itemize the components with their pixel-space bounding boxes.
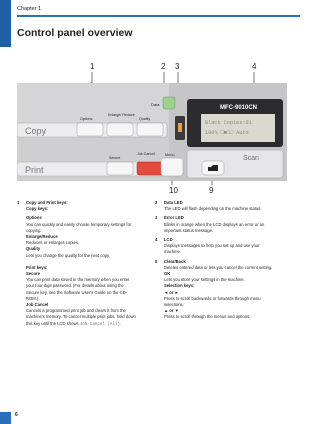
lcd-line-1: Black Copies:01 bbox=[205, 120, 252, 126]
item-5-title: Clear/Back bbox=[164, 258, 186, 264]
item-4-text: Displays messages to help you set up and use your machine. bbox=[164, 243, 260, 255]
options-button[interactable] bbox=[77, 123, 103, 136]
quality-label: Quality bbox=[139, 117, 151, 121]
item-5 bbox=[155, 259, 275, 321]
item-3-number: 3 bbox=[155, 215, 158, 221]
ok-heading: OK bbox=[164, 271, 171, 277]
selection-keys-heading: Selection keys: bbox=[164, 283, 195, 289]
page-number: 6 bbox=[15, 412, 18, 418]
item-3 bbox=[155, 215, 275, 234]
left-column bbox=[17, 200, 137, 328]
copy-keys-heading: Copy keys: bbox=[26, 206, 49, 212]
data-label: Data bbox=[151, 102, 160, 107]
model-label: MFC-9010CN bbox=[220, 105, 258, 111]
item-5-number: 5 bbox=[155, 258, 158, 264]
callout-3: 3 bbox=[175, 62, 180, 71]
ok-text: Lets you store your settings in the machine. bbox=[164, 277, 245, 283]
item-2 bbox=[155, 200, 275, 212]
callout-4: 4 bbox=[252, 62, 257, 71]
chapter-label: Chapter 1 bbox=[17, 6, 42, 12]
up-down-heading: ▲ or ▼ bbox=[164, 308, 179, 314]
item-4 bbox=[155, 237, 275, 256]
left-right-heading: ◄ or ► bbox=[164, 289, 179, 295]
data-led bbox=[163, 97, 175, 109]
item-5-text: Deletes entered data or lets you cancel the current setting. bbox=[164, 264, 273, 270]
print-keys-heading: Print keys: bbox=[26, 264, 48, 270]
page-title: Control panel overview bbox=[17, 27, 133, 39]
scan-label: Scan bbox=[243, 155, 259, 162]
enlarge-text: Reduces or enlarges copies. bbox=[26, 240, 80, 246]
callout-10: 10 bbox=[169, 186, 178, 195]
copy-label: Copy bbox=[25, 126, 47, 136]
options-text: You can quickly and easily choose temporary settings for copying. bbox=[26, 221, 132, 233]
enlarge-heading: Enlarge/Reduce bbox=[26, 234, 58, 240]
secure-text: You can print data saved in the memory when you enter your four-digit password. (For details about using the Secure key, see the Software User's Guide on the CD-ROM.) bbox=[26, 277, 130, 301]
item-1-number: 1 bbox=[17, 200, 20, 205]
item-3-title: Error LED bbox=[164, 215, 184, 221]
print-label: Print bbox=[25, 165, 44, 175]
secure-label: Secure bbox=[109, 156, 121, 160]
job-cancel-label: Job Cancel bbox=[137, 152, 155, 156]
left-right-text: Press to scroll backwards or forwards through menu selections. bbox=[164, 295, 261, 308]
enlarge-reduce-label: Enlarge/ Reduce bbox=[108, 113, 135, 117]
quality-text: Lets you change the quality for the next copy. bbox=[26, 252, 110, 258]
options-heading: Options bbox=[26, 215, 42, 221]
job-cancel-text-main: Cancels a programmed print job and clears it from the machine's memory. To cancel multiple print jobs, hold down this key until the LCD shows bbox=[26, 308, 136, 326]
control-panel-figure bbox=[17, 57, 287, 197]
item-4-number: 4 bbox=[155, 237, 158, 243]
enlarge-reduce-button[interactable] bbox=[107, 123, 133, 136]
lcd-screen bbox=[201, 114, 275, 142]
quality-heading: Quality bbox=[26, 246, 41, 252]
job-cancel-text bbox=[26, 308, 137, 328]
page-number-tab bbox=[0, 412, 11, 424]
job-cancel-button[interactable] bbox=[137, 162, 163, 175]
options-label: Options bbox=[80, 117, 93, 121]
menu-label: Menu bbox=[165, 153, 175, 157]
item-2-title: Data LED bbox=[164, 200, 183, 205]
menu-button[interactable] bbox=[161, 158, 183, 176]
secure-button[interactable] bbox=[107, 162, 133, 175]
header-rule bbox=[17, 15, 300, 17]
callout-1: 1 bbox=[90, 62, 95, 71]
item-1-title: Copy and Print keys: bbox=[26, 200, 68, 205]
item-2-number: 2 bbox=[155, 200, 158, 205]
item-3-text: Blinks in orange when the LCD displays an error or an important status message. bbox=[164, 221, 265, 233]
secure-heading: Secure bbox=[26, 271, 40, 277]
chapter-tab bbox=[0, 0, 11, 47]
callout-9: 9 bbox=[209, 186, 214, 195]
callout-2: 2 bbox=[161, 62, 166, 71]
job-cancel-text-end: . bbox=[120, 320, 122, 326]
item-1 bbox=[17, 200, 137, 328]
quality-button[interactable] bbox=[137, 123, 163, 136]
item-4-title: LCD bbox=[164, 237, 173, 243]
scan-strip bbox=[187, 150, 283, 178]
up-down-text: Press to scroll through the menus and options. bbox=[164, 314, 251, 320]
right-column bbox=[155, 200, 275, 321]
job-cancel-heading: Job Cancel bbox=[26, 302, 49, 308]
item-2-text: The LED will flash depending on the machine status. bbox=[164, 206, 262, 212]
job-cancel-lcd-text: Job Cancel (All) bbox=[79, 322, 120, 327]
lcd-line-2: 100% □■□□ Auto bbox=[205, 130, 249, 136]
